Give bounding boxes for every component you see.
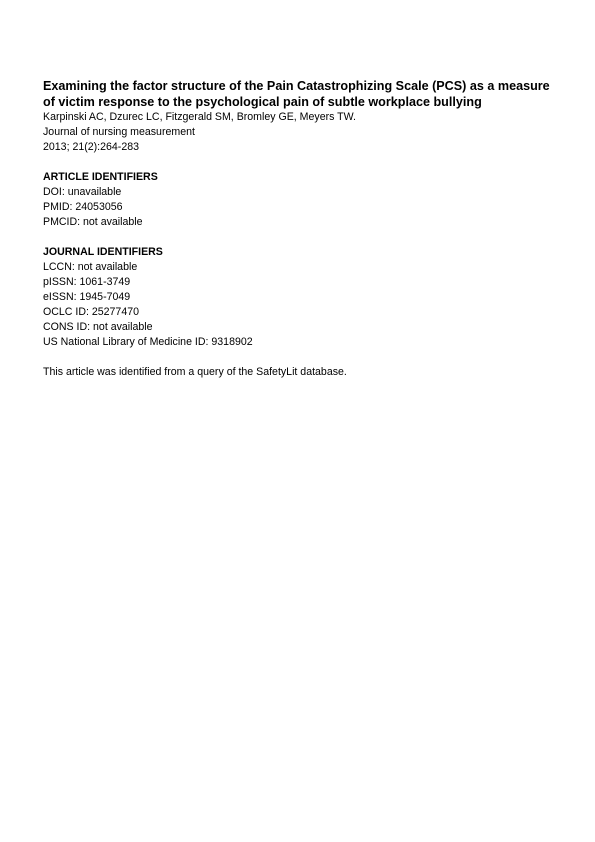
spacer <box>43 350 563 365</box>
lccn-value: LCCN: not available <box>43 261 138 273</box>
pmcid-value: PMCID: not available <box>43 216 143 228</box>
journal-identifiers-heading: JOURNAL IDENTIFIERS <box>43 246 163 258</box>
article-title: Examining the factor structure of the Pain Catastrophizing Scale (PCS) as a measure of victim response to the psychological pain of subtle workplace bullying <box>43 79 550 109</box>
doi-value: DOI: unavailable <box>43 186 122 198</box>
journal-name: Journal of nursing measurement <box>43 126 195 138</box>
spacer <box>43 155 563 170</box>
spacer <box>43 230 563 245</box>
article-authors: Karpinski AC, Dzurec LC, Fitzgerald SM, Bromley GE, Meyers TW. <box>43 111 356 123</box>
footer-note: This article was identified from a query of the SafetyLit database. <box>43 366 347 378</box>
eissn-value: eISSN: 1945-7049 <box>43 291 131 303</box>
article-header <box>43 78 563 155</box>
journal-identifiers-section <box>43 245 563 350</box>
cons-value: CONS ID: not available <box>43 321 153 333</box>
article-citation: 2013; 21(2):264-283 <box>43 141 140 153</box>
pmid-value: PMID: 24053056 <box>43 201 123 213</box>
pissn-value: pISSN: 1061-3749 <box>43 276 131 288</box>
document-page <box>43 78 563 380</box>
oclc-value: OCLC ID: 25277470 <box>43 306 139 318</box>
article-identifiers-section <box>43 170 563 230</box>
article-identifiers-heading: ARTICLE IDENTIFIERS <box>43 171 158 183</box>
nlm-id-value: US National Library of Medicine ID: 9318902 <box>43 336 253 348</box>
